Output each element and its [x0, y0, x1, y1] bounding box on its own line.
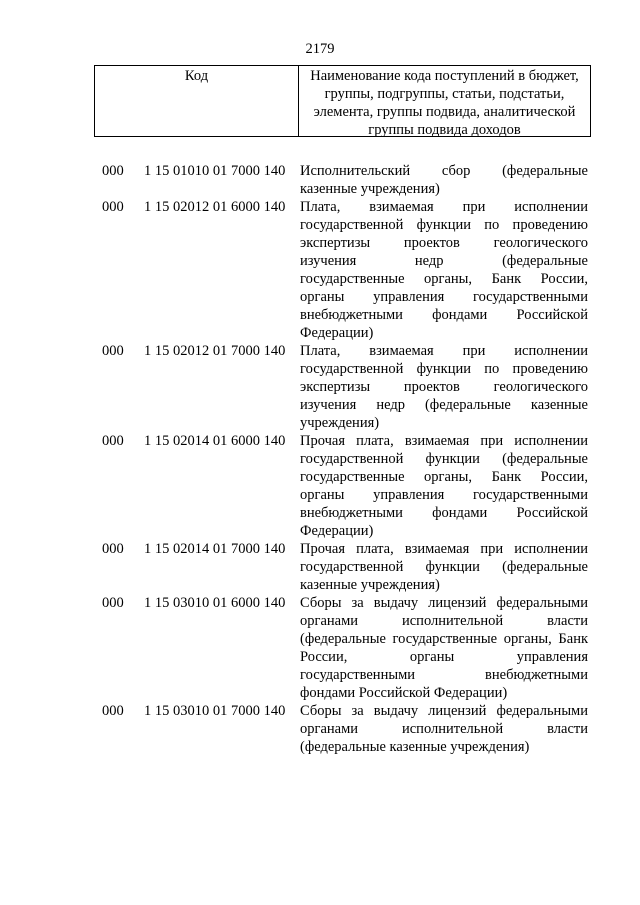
description-line: государственные органы, Банк России,: [300, 271, 588, 287]
table-header: [94, 65, 591, 137]
description-line: (федеральные казенные учреждения): [300, 739, 530, 755]
description-line: Федерации): [300, 523, 374, 539]
description-line: органами исполнительной власти: [300, 721, 588, 737]
revenue-code: 1 15 03010 01 7000 140: [144, 703, 286, 719]
description-line: государственной функции (федеральные: [300, 559, 588, 575]
description-line: казенные учреждения): [300, 577, 440, 593]
header-name-column: Наименование кода поступлений в бюджет, группы, подгруппы, статьи, подстатьи, элемента, группы подвида, аналитической группы подвида доходов: [310, 68, 579, 138]
revenue-description: [300, 342, 588, 432]
revenue-code: 1 15 01010 01 7000 140: [144, 163, 286, 179]
revenue-description: [300, 198, 588, 342]
description-line: внебюджетными фондами Российской: [300, 505, 588, 521]
description-line: государственной функции по проведению: [300, 217, 588, 233]
revenue-code: 1 15 02014 01 7000 140: [144, 541, 286, 557]
description-line: Плата, взимаемая при исполнении: [300, 343, 588, 359]
description-line: (федеральные государственные органы, Банк: [300, 631, 588, 647]
revenue-code: 1 15 02012 01 7000 140: [144, 343, 286, 359]
revenue-description: [300, 594, 588, 702]
admin-code: 000: [102, 541, 124, 557]
description-line: государственными внебюджетными: [300, 667, 588, 683]
table-row: [0, 162, 640, 198]
description-line: России, органы управления: [300, 649, 588, 665]
admin-code: 000: [102, 595, 124, 611]
admin-code: 000: [102, 343, 124, 359]
revenue-code: 1 15 03010 01 6000 140: [144, 595, 286, 611]
description-line: Прочая плата, взимаемая при исполнении: [300, 541, 588, 557]
description-line: Исполнительский сбор (федеральные: [300, 163, 588, 179]
description-line: органы управления государственными: [300, 289, 588, 305]
revenue-code-list: [0, 162, 640, 756]
revenue-description: [300, 162, 588, 198]
table-row: [0, 198, 640, 342]
table-row: [0, 702, 640, 756]
description-line: государственные органы, Банк России,: [300, 469, 588, 485]
table-row: [0, 540, 640, 594]
table-row: [0, 342, 640, 432]
description-line: государственной функции (федеральные: [300, 451, 588, 467]
description-line: изучения недр (федеральные: [300, 253, 588, 269]
table-row: [0, 594, 640, 702]
admin-code: 000: [102, 199, 124, 215]
admin-code: 000: [102, 163, 124, 179]
description-line: органами исполнительной власти: [300, 613, 588, 629]
table-row: [0, 432, 640, 540]
description-line: Сборы за выдачу лицензий федеральными: [300, 703, 588, 719]
description-line: Сборы за выдачу лицензий федеральными: [300, 595, 588, 611]
revenue-description: [300, 702, 588, 756]
description-line: экспертизы проектов геологического: [300, 235, 588, 251]
description-line: экспертизы проектов геологического: [300, 379, 588, 395]
description-line: Прочая плата, взимаемая при исполнении: [300, 433, 588, 449]
revenue-description: [300, 432, 588, 540]
description-line: изучения недр (федеральные казенные: [300, 397, 588, 413]
revenue-code: 1 15 02014 01 6000 140: [144, 433, 286, 449]
admin-code: 000: [102, 433, 124, 449]
description-line: Федерации): [300, 325, 374, 341]
page-number: 2179: [305, 41, 335, 57]
revenue-description: [300, 540, 588, 594]
description-line: органы управления государственными: [300, 487, 588, 503]
header-code-column: Код: [95, 66, 299, 136]
description-line: казенные учреждения): [300, 181, 440, 197]
admin-code: 000: [102, 703, 124, 719]
description-line: государственной функции по проведению: [300, 361, 588, 377]
description-line: фондами Российской Федерации): [300, 685, 508, 701]
revenue-code: 1 15 02012 01 6000 140: [144, 199, 286, 215]
description-line: внебюджетными фондами Российской: [300, 307, 588, 323]
description-line: Плата, взимаемая при исполнении: [300, 199, 588, 215]
description-line: учреждения): [300, 415, 380, 431]
